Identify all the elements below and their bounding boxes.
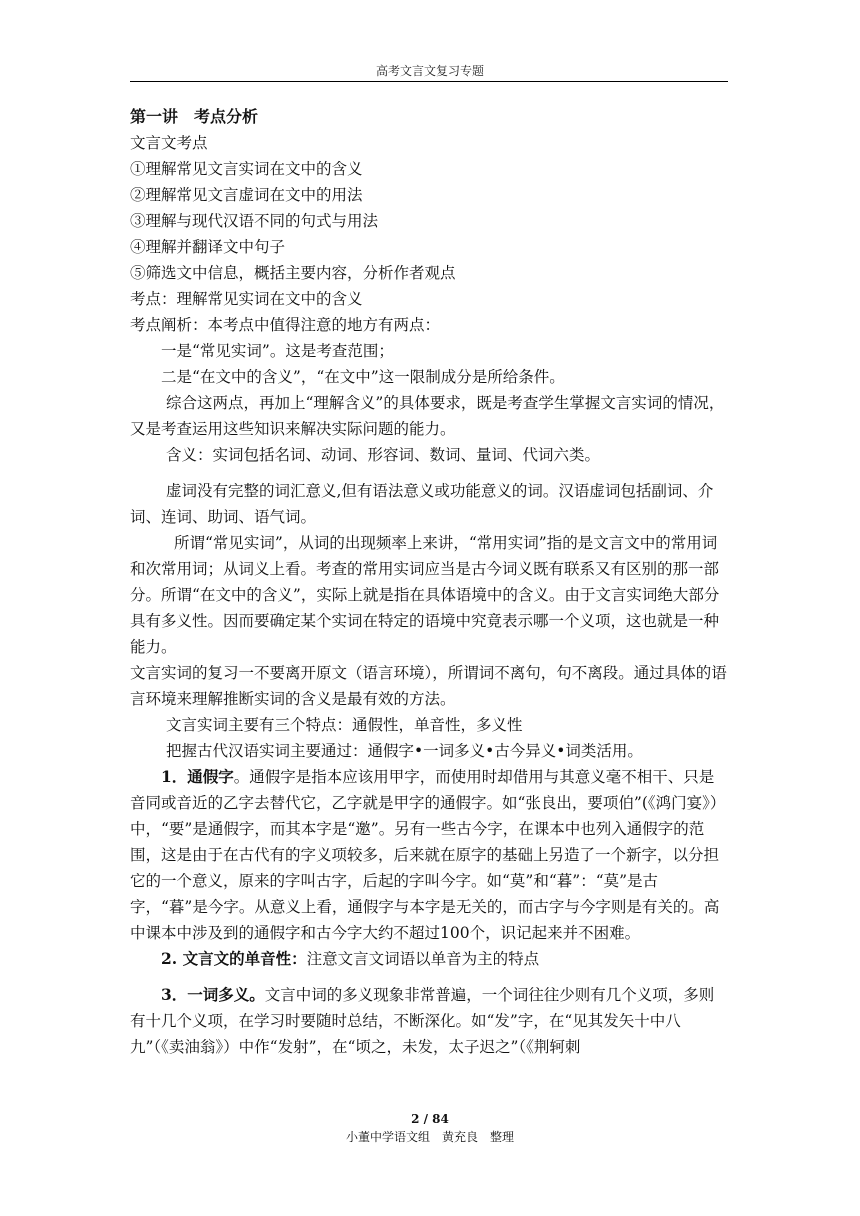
page-header-title: 高考文言文复习专题 xyxy=(375,64,484,78)
document-body xyxy=(130,104,728,1060)
section-2-label: 2. 文言文的单音性： xyxy=(161,949,307,968)
kaodian-line: 考点：理解常见实词在文中的含义 xyxy=(130,290,363,308)
intro-heading: 文言文考点 xyxy=(130,134,208,152)
fuxi-paragraph: 文言实词的复习一不要离开原文（语言环境），所谓词不离句，句不离段。通过具体的语言环境来理解推断实词的含义是最有效的方法。 xyxy=(130,664,727,708)
section-2-paragraph xyxy=(130,946,728,972)
section-1-paragraph xyxy=(130,764,728,946)
page-number: 2 / 84 xyxy=(411,1112,449,1126)
footer-credit: 小董中学语文组 黄充良 整理 xyxy=(345,1130,514,1144)
section-3-paragraph xyxy=(130,982,728,1060)
point-two: 二是“在文中的含义”，“在文中”这一限制成分是所给条件。 xyxy=(161,368,565,386)
section-3-text: 文言中词的多义现象非常普遍，一个词往往少则有几个义项，多则有十几个义项，在学习时要随时总结，不断深化。如“发”字，在“见其发矢十中八九”（《卖油翁》）中作“发射”，在“顷之，未发，太子迟之”（《荆轲刺 xyxy=(130,986,715,1056)
bawo-paragraph: 把握古代汉语实词主要通过：通假字•一词多义•古今异义•词类活用。 xyxy=(166,742,643,760)
section-3-label: 3．一词多义。 xyxy=(161,985,265,1004)
summary-paragraph: 综合这两点，再加上“理解含义”的具体要求，既是考查学生掌握文言实词的情况，又是考查运用这些知识来解决实际问题的能力。 xyxy=(130,394,725,438)
tedian-paragraph: 文言实词主要有三个特点：通假性，单音性，多义性 xyxy=(166,716,523,734)
xuci-paragraph: 虚词没有完整的词汇意义,但有语法意义或功能意义的词。汉语虚词包括副词、介词、连词、助词、语气词。 xyxy=(130,482,714,526)
exam-point-4: ④理解并翻译文中句子 xyxy=(130,238,286,256)
lecture-title: 第一讲 考点分析 xyxy=(130,107,259,126)
section-1-text: 。通假字是指本应该用甲字，而使用时却借用与其意义毫不相干、只是音同或音近的乙字去替代它，乙字就是甲字的通假字。如“张良出，要项伯”(《鸿门宴》）中，“要”是通假字，而其本字是“邀”。另有一些古今字，在课本中也列入通假字的范围，这是由于在古代有的字义项较多，后来就在原字的基础上另造了一个新字，以分担它的一个意义，原来的字叫古字，后起的字叫今字。如“莫”和“暮”：“莫”是古字，“暮”是今字。从意义上看，通假字与本字是无关的，而古字与今字则是有关的。高中课本中涉及到的通假字和古今字大约不超过100个，识记起来并不困难。 xyxy=(130,768,726,942)
hanyi-paragraph: 含义：实词包括名词、动词、形容词、数词、量词、代词六类。 xyxy=(166,446,601,464)
exam-point-5: ⑤筛选文中信息，概括主要内容，分析作者观点 xyxy=(130,264,456,282)
chanxi-line: 考点阐析：本考点中值得注意的地方有两点： xyxy=(130,316,441,334)
exam-point-3: ③理解与现代汉语不同的句式与用法 xyxy=(130,212,379,230)
section-1-label: 1．通假字 xyxy=(161,767,234,786)
exam-point-2: ②理解常见文言虚词在文中的用法 xyxy=(130,186,363,204)
point-one: 一是“常见实词”。这是考查范围； xyxy=(161,342,394,360)
header-rule xyxy=(130,81,728,82)
exam-point-1: ①理解常见文言实词在文中的含义 xyxy=(130,160,363,178)
changjian-paragraph: 所谓“常见实词”，从词的出现频率上来讲，“常用实词”指的是文言文中的常用词和次常用词；从词义上看。考查的常用实词应当是古今词义既有联系又有区别的那一部分。所谓“在文中的含义”，实际上就是指在具体语境中的含义。由于文言实词绝大部分具有多义性。因而要确定某个实词在特定的语境中究竟表示哪一个义项，这也就是一种能力。 xyxy=(130,534,720,656)
section-2-text: 注意文言文词语以单音为主的特点 xyxy=(306,950,540,968)
